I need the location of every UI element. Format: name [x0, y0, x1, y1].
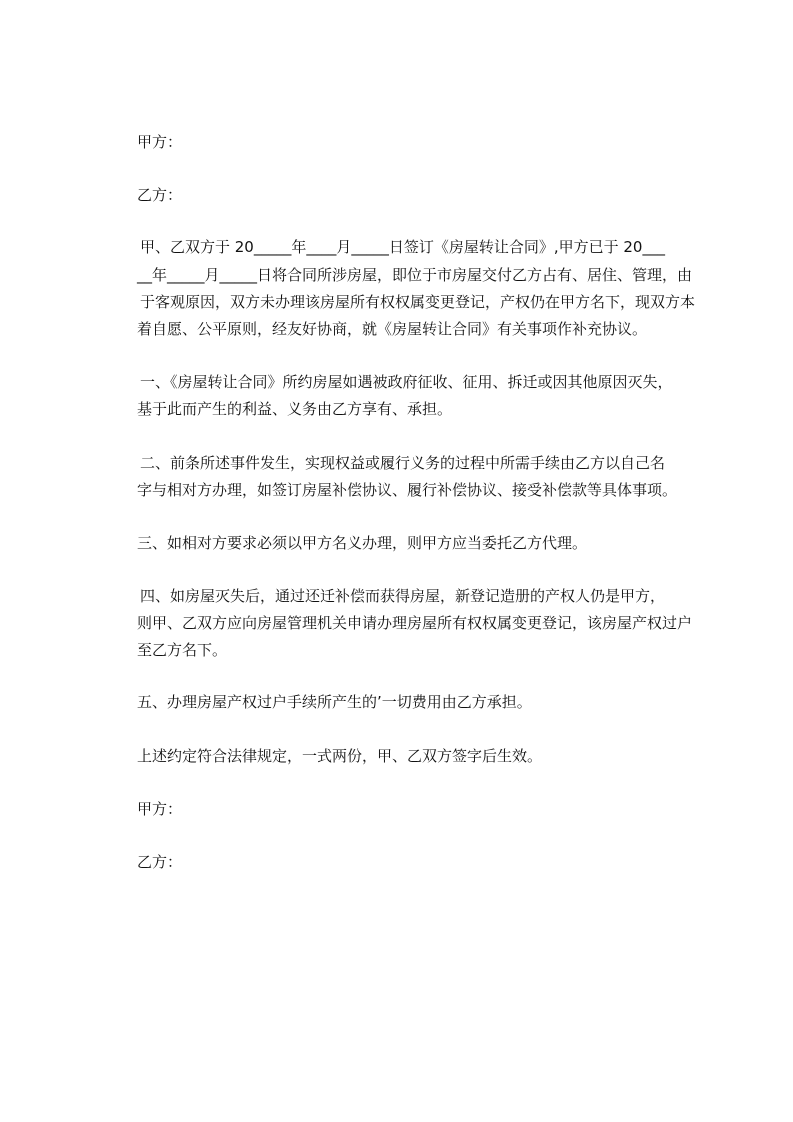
clause-1-line-1: 一、《房屋转让合同》所约房屋如遇被政府征收、征用、拆迁或因其他原因灭失， — [140, 373, 673, 391]
preamble-line-3: 于客观原因，双方未办理该房屋所有权权属变更登记，产权仍在甲方名下，现双方本 — [140, 293, 696, 311]
signature-party-b: 乙方： — [137, 853, 183, 871]
clause-2-line-1: 二、前条所述事件发生，实现权益或履行义务的过程中所需手续由乙方以自己名 — [140, 454, 666, 472]
clause-4-line-3: 至乙方名下。 — [137, 641, 228, 659]
clause-3-line-1: 三、如相对方要求必须以甲方名义办理，则甲方应当委托乙方代理。 — [137, 534, 588, 552]
preamble-line-1: 甲、乙双方于 20_____年____月_____日签订《房屋转让合同》,甲方已于 20___ — [140, 238, 665, 256]
clause-4-line-2: 则甲、乙双方应向房屋管理机关申请办理房屋所有权权属变更登记，该房屋产权过户 — [137, 614, 693, 632]
header-party-b: 乙方： — [137, 186, 183, 204]
closing-statement: 上述约定符合法律规定，一式两份，甲、乙双方签字后生效。 — [137, 747, 543, 765]
clause-5-line-1: 五、办理房屋产权过户手续所产生的’一切费用由乙方承担。 — [137, 693, 532, 711]
signature-party-a: 甲方： — [137, 800, 183, 818]
header-party-a: 甲方： — [137, 133, 183, 151]
preamble-line-2: __年_____月_____日将合同所涉房屋，即位于市房屋交付乙方占有、居住、管理，由 — [137, 266, 693, 284]
clause-2-line-2: 字与相对方办理，如签订房屋补偿协议、履行补偿协议、接受补偿款等具体事项。 — [137, 481, 678, 499]
clause-1-line-2: 基于此而产生的利益、义务由乙方享有、承担。 — [137, 400, 453, 418]
preamble-line-4: 着自愿、公平原则，经友好协商，就《房屋转让合同》有关事项作补充协议。 — [137, 320, 648, 338]
clause-4-line-1: 四、如房屋灭失后，通过还迁补偿而获得房屋，新登记造册的产权人仍是甲方， — [140, 587, 666, 605]
